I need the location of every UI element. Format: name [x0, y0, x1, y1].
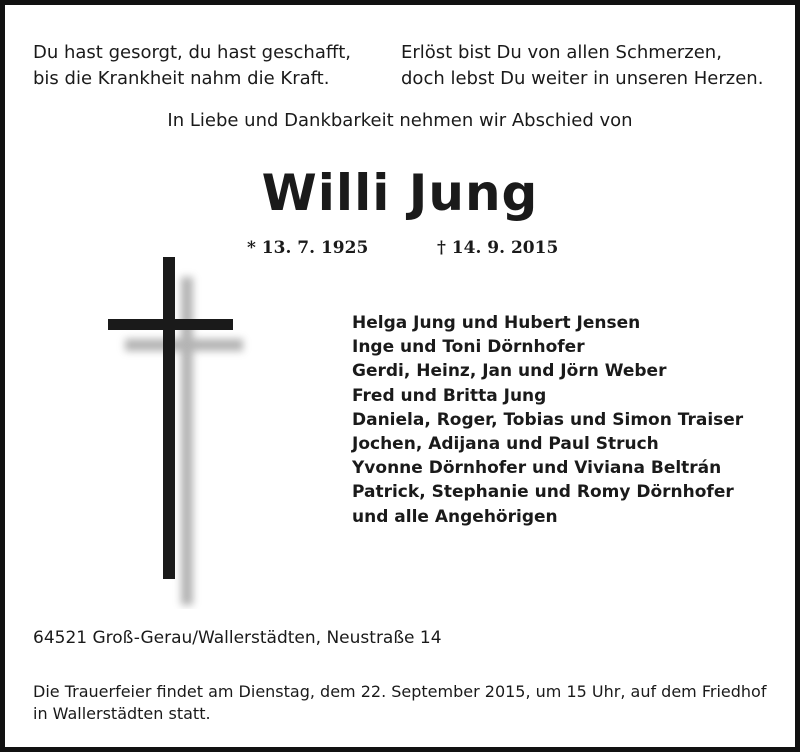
birth-date: * 13. 7. 1925	[247, 238, 369, 258]
funeral-notice: Die Trauerfeier findet am Dienstag, dem 22. September 2015, um 15 Uhr, auf dem Friedhof in Wallerstädten statt.	[33, 682, 767, 723]
cross-shape	[108, 257, 233, 579]
list-item: Jochen, Adijana und Paul Struch	[352, 434, 659, 455]
list-item: Gerdi, Heinz, Jan und Jörn Weber	[352, 361, 667, 382]
list-item: und alle Angehörigen	[352, 506, 558, 527]
list-item: Yvonne Dörnhofer und Viviana Beltrán	[352, 458, 722, 479]
list-item: Fred und Britta Jung	[352, 385, 547, 406]
list-item: Inge und Toni Dörnhofer	[352, 337, 585, 358]
farewell-intro: In Liebe und Dankbarkeit nehmen wir Abschied von	[167, 110, 633, 131]
poem-right	[401, 40, 763, 92]
poem-line: Erlöst bist Du von allen Schmerzen,	[401, 42, 722, 63]
cross-icon	[95, 249, 255, 609]
deceased-name: Willi Jung	[261, 164, 539, 222]
list-item: Helga Jung und Hubert Jensen	[352, 313, 641, 333]
mourners-list	[352, 311, 743, 529]
list-item: Patrick, Stephanie und Romy Dörnhofer	[352, 482, 734, 503]
poem-left	[33, 40, 351, 92]
death-date: † 14. 9. 2015	[437, 238, 559, 258]
list-item: Daniela, Roger, Tobias und Simon Traiser	[352, 409, 744, 430]
address: 64521 Groß-Gerau/Wallerstädten, Neustraße 14	[33, 628, 442, 648]
poem-line: doch lebst Du weiter in unseren Herzen.	[401, 68, 764, 89]
poem-line: Du hast gesorgt, du hast geschafft,	[33, 42, 352, 63]
poem-line: bis die Krankheit nahm die Kraft.	[33, 68, 330, 89]
